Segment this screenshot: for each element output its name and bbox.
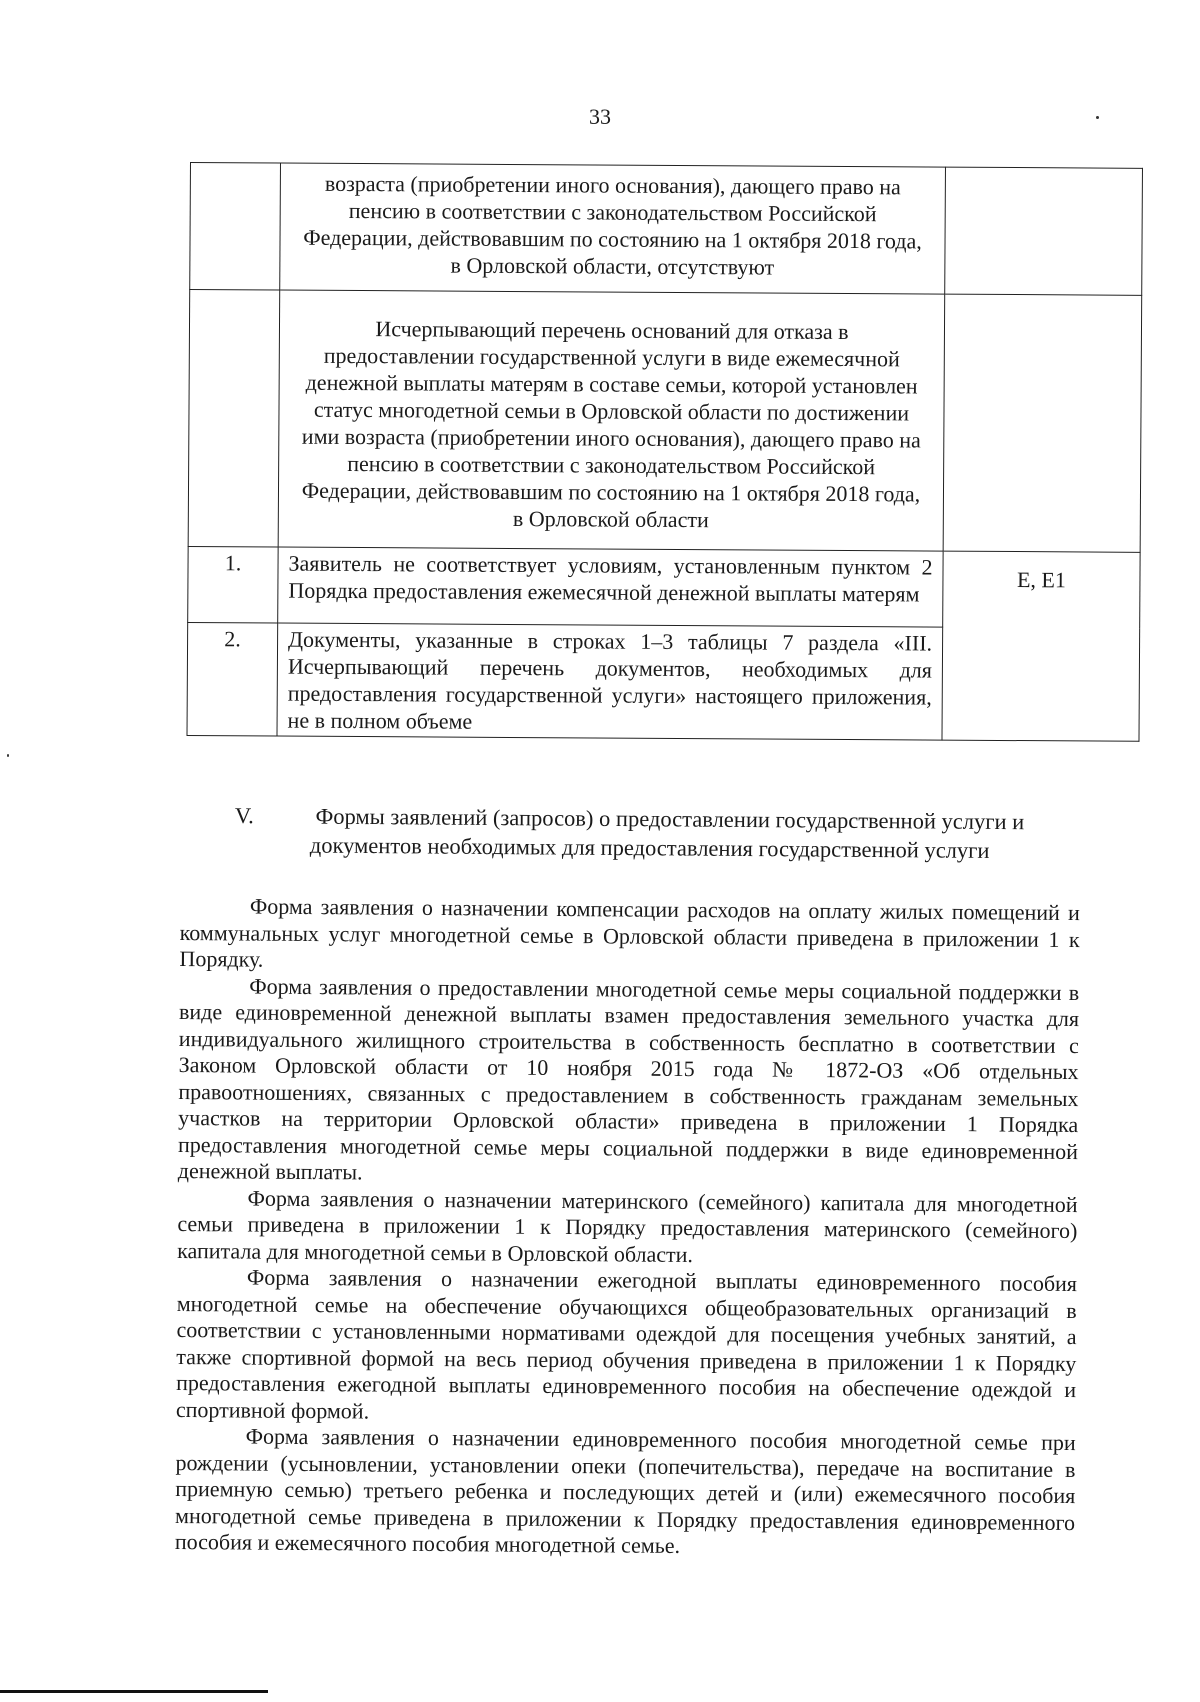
body-text (175, 893, 1080, 1563)
section-numeral: V. (234, 802, 254, 829)
row-number-cell: 1. (188, 546, 278, 623)
section-title-line-2: документов необходимых для предоставления государственной услуги (309, 832, 990, 863)
bottom-scan-rule (0, 1690, 268, 1693)
row-number-cell (188, 290, 280, 548)
row-number-cell (190, 163, 281, 291)
row-code-cell: Е, Е1 (942, 551, 1140, 741)
section-title-line-1: Формы заявлений (запросов) о предоставлении государственной услуги и (315, 803, 1025, 835)
grounds-table (186, 162, 1142, 742)
table-row (188, 290, 1142, 553)
row-text-cell: возраста (приобретении иного основания), дающего право на пенсию в соответствии с законодательством Российской Федерации, действовавшим по состоянию на 1 октября 2018 года, в Орловской области, отсутствуют (280, 163, 946, 294)
row-text-cell: Документы, указанные в строках 1–3 таблицы 7 раздела «III. Исчерпывающий перечень документов, необходимых для предоставления государственной услуги» настоящего приложения, не в полном объеме (277, 623, 943, 740)
paragraph: Форма заявления о назначении ежегодной выплаты единовременного пособия многодетной семье на обеспечение обучающихся общеобразовательных организаций в соответствии с установленными нормативами одеждой для посещения учебных занятий, а также спортивной формой на весь период обучения приведена в приложении 1 к Порядку предоставления ежегодной выплаты единовременного пособия на обеспечение одеждой и спортивной формой. (175, 1264, 1078, 1424)
paragraph: Форма заявления о предоставлении многодетной семье меры социальной поддержки в виде единовременной денежной выплаты взамен предоставления земельного участка для индивидуального жилищного строительства в собственность бесплатно в соответствии с Законом Орловской области от 10 ноября 2015 года № 1872-ОЗ «Об отдельных правоотношениях, связанных с предоставлением в собственность гражданам земельных участков на территории Орловской области» приведена в приложении 1 Порядка предоставления многодетной семье меры социальной поддержки в виде единовременной денежной выплаты. (177, 973, 1080, 1185)
row-text-cell: Заявитель не соответствует условиям, установленным пунктом 2 Порядка предоставления ежемесячной денежной выплаты матерям (278, 547, 943, 627)
row-code-cell (943, 294, 1142, 552)
scan-speck (1096, 116, 1099, 119)
page-number: 33 (589, 104, 611, 129)
table-row (190, 163, 1143, 296)
row-code-cell (945, 167, 1143, 295)
row-number-cell: 2. (187, 622, 278, 736)
section-heading (235, 802, 1065, 865)
paragraph: Форма заявления о назначении материнского (семейного) капитала для многодетной семьи приведена в приложении 1 к Порядку предоставления материнского (семейного) капитала для многодетной семьи в Орловской области. (177, 1185, 1078, 1267)
table-subheading: Исчерпывающий перечень оснований для отказа в предоставлении государственной услуги в виде ежемесячной денежной выплаты матерям в составе семьи, которой установлен статус многодетной семьи в Орловской области по достижении ими возраста (приобретении иного основания), дающего право на пенсию в соответствии с законодательством Российской Федерации, действовавшим по состоянию на 1 октября 2018 года, в Орловской области (278, 290, 945, 551)
scan-speck (7, 754, 9, 757)
table-row (188, 546, 1140, 628)
paragraph: Форма заявления о назначении компенсации расходов на оплату жилых помещений и коммунальных услуг многодетной семье в Орловской области приведена в приложении 1 к Порядку. (179, 893, 1080, 972)
paragraph: Форма заявления о назначении единовременного пособия многодетной семье при рождении (усыновлении, установлении опеки (попечительства), передаче на воспитание в приемную семью) третьего ребенка и последующих детей и (или) ежемесячного пособия многодетной семье приведена в приложении к Порядку предоставления единовременного пособия и ежемесячного пособия многодетной семье. (174, 1423, 1076, 1558)
